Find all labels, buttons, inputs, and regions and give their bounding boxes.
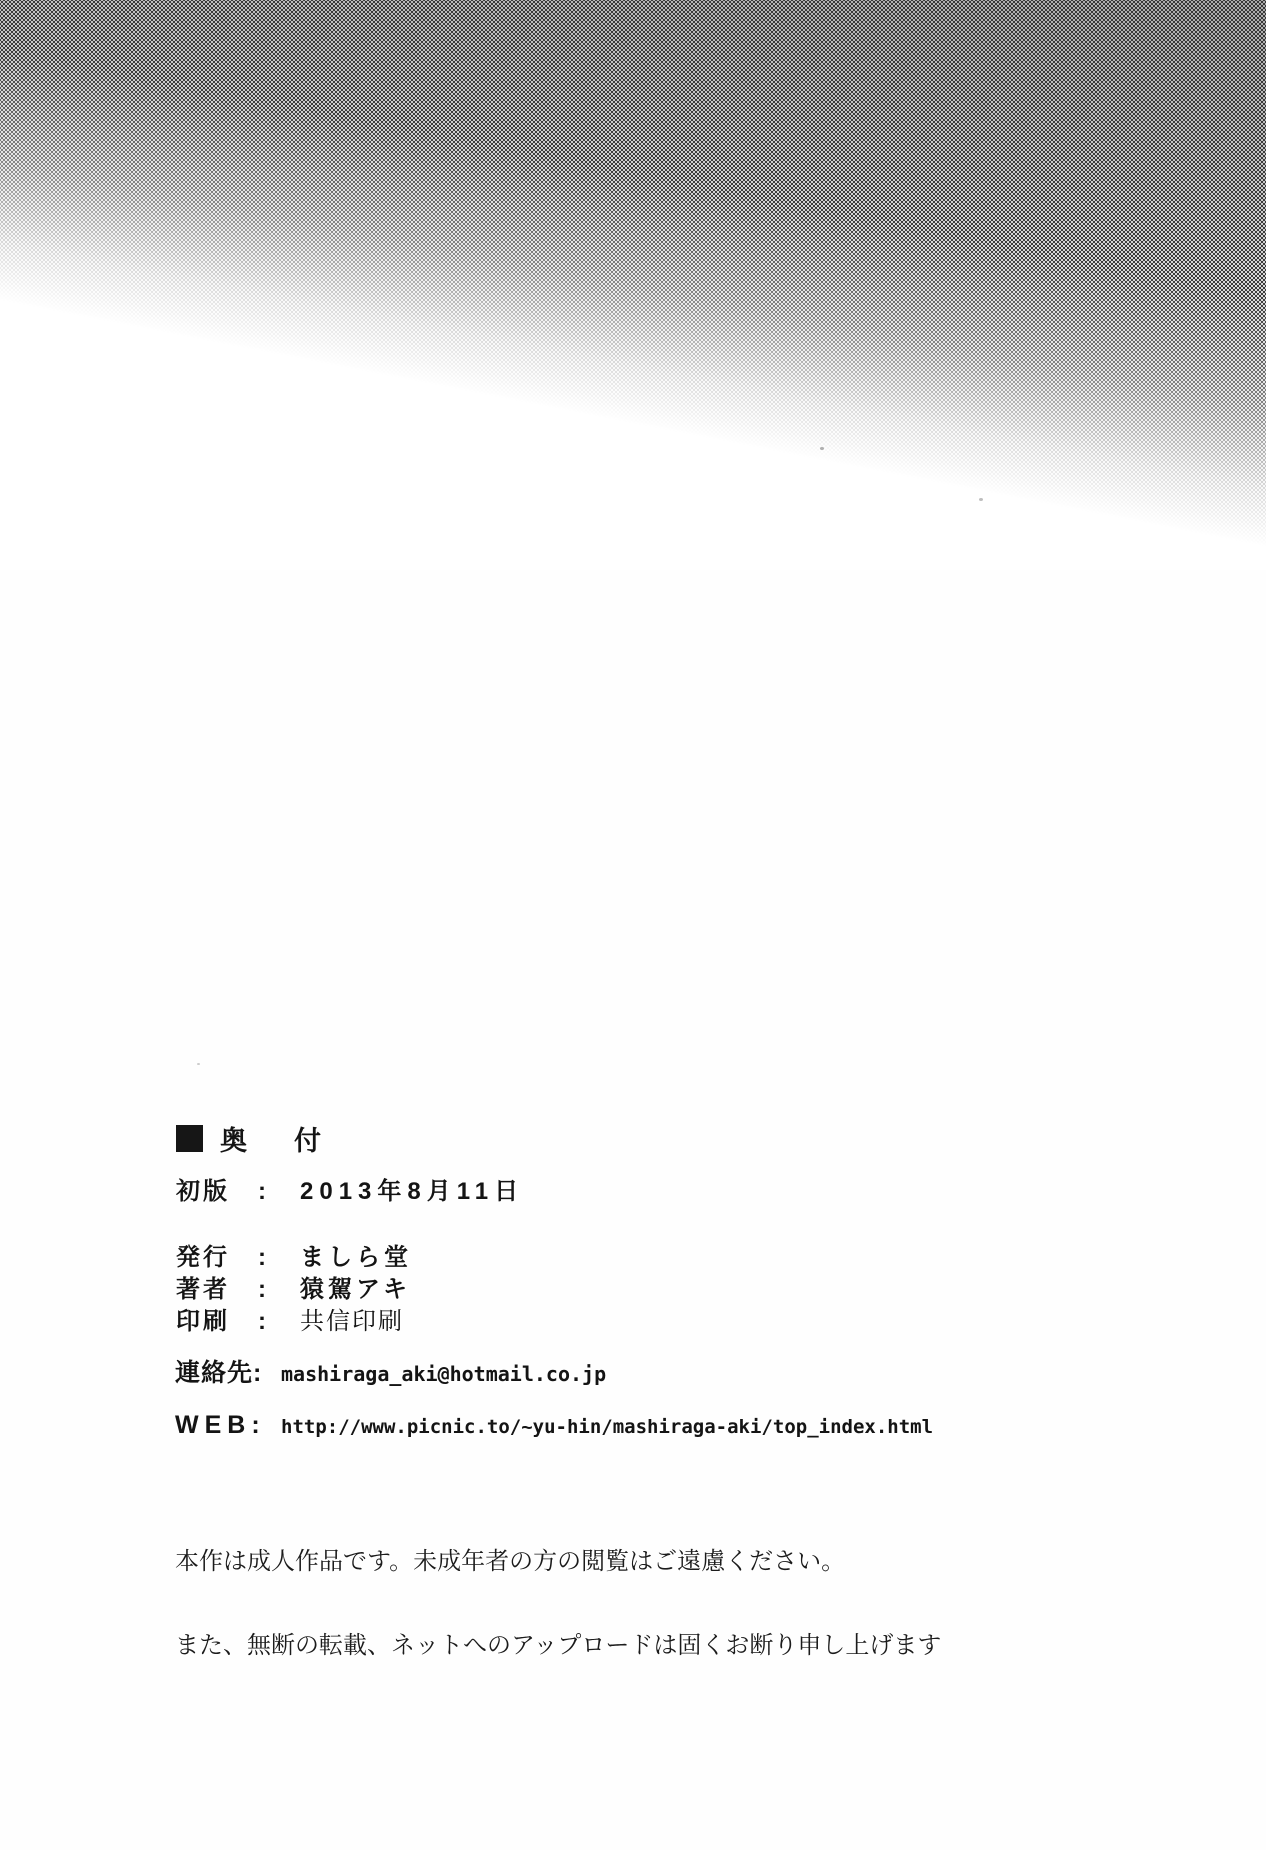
screentone-gradient	[0, 0, 1266, 570]
scan-speck	[197, 1063, 200, 1065]
publisher-label: 発行	[176, 1244, 230, 1271]
author-label: 著者	[176, 1276, 230, 1303]
edition-row	[176, 1171, 524, 1206]
contact-label: 連絡先:	[175, 1359, 263, 1387]
colophon-header	[176, 1119, 331, 1158]
printer-name: 共信印刷	[300, 1308, 404, 1335]
publisher-row	[176, 1237, 412, 1272]
adult-notice-line1: 本作は成人作品です。未成年者の方の閲覧はご遠慮ください。	[175, 1549, 846, 1575]
adult-notice	[175, 1492, 941, 1716]
contact-email: mashiraga_aki@hotmail.co.jp	[281, 1362, 607, 1386]
edition-separator: :	[258, 1178, 266, 1205]
author-separator: :	[258, 1276, 266, 1303]
edition-label: 初版	[176, 1178, 230, 1205]
web-row	[175, 1411, 933, 1440]
web-label: WEB:	[175, 1411, 266, 1439]
printer-row	[176, 1301, 404, 1336]
printer-separator: :	[258, 1308, 266, 1335]
printer-label: 印刷	[176, 1308, 230, 1335]
section-marker-square	[176, 1125, 203, 1152]
publisher-name: ましら堂	[300, 1244, 412, 1271]
colophon-title: 奥 付	[220, 1126, 331, 1156]
author-row	[176, 1269, 411, 1304]
author-name: 猿駕アキ	[300, 1276, 412, 1303]
web-url: http://www.picnic.to/~yu-hin/mashiraga-aki/top_index.html	[281, 1416, 934, 1438]
contact-row	[175, 1353, 606, 1389]
adult-notice-line2: また、無断の転載、ネットへのアップロードは固くお断り申し上げます	[175, 1633, 942, 1659]
publisher-separator: :	[258, 1244, 266, 1271]
edition-date: 2013年8月11日	[300, 1178, 525, 1205]
scan-speck	[979, 498, 983, 501]
scan-speck	[820, 447, 824, 450]
